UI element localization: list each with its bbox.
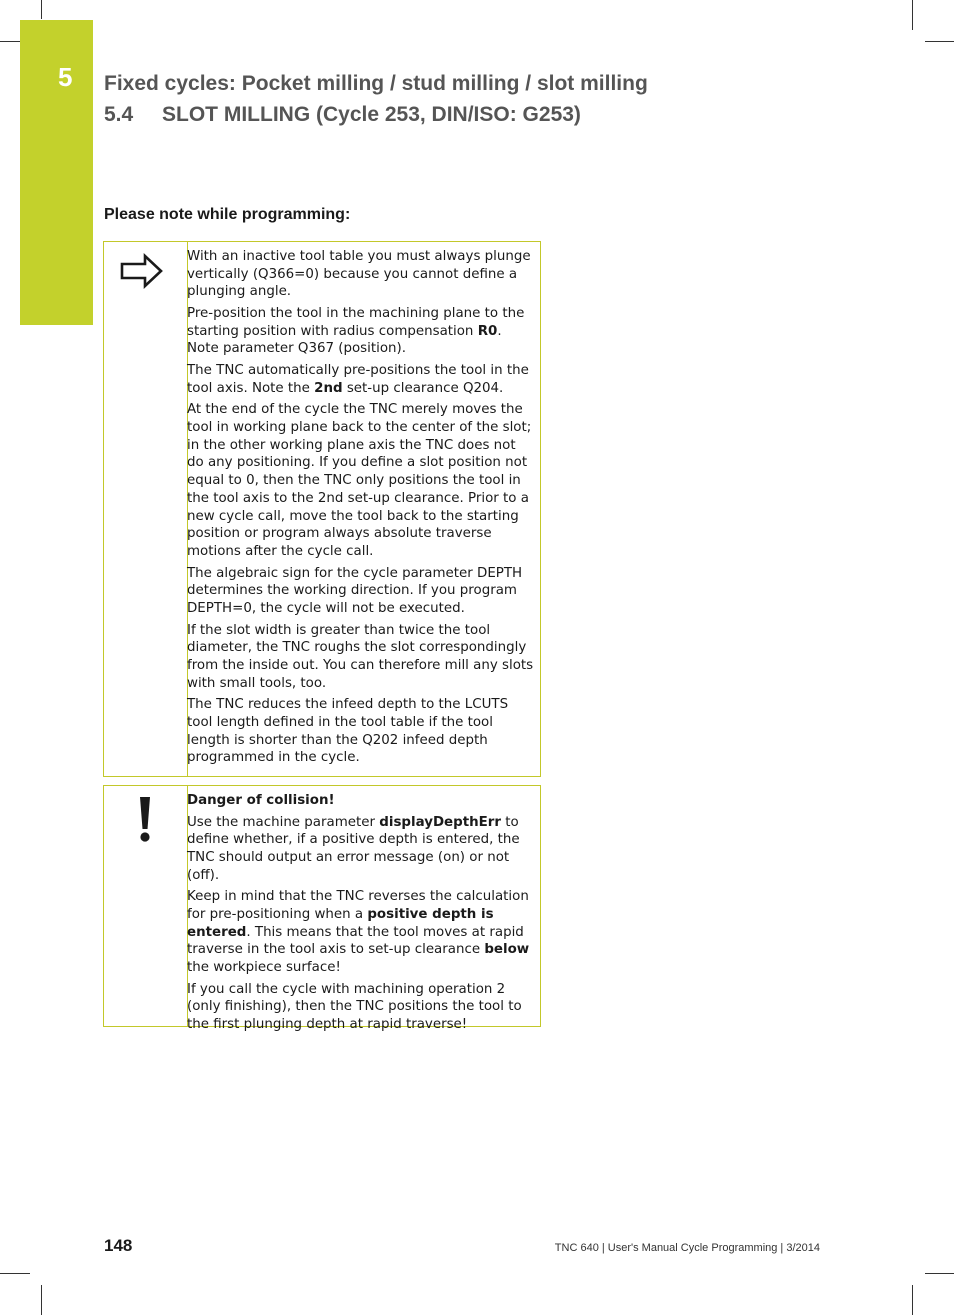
text-run: . Note parameter Q367 (position). [187,323,502,357]
text-run: to define whether, if a positive depth is entered, the TNC should output an error message (on) or not (off). [187,814,520,883]
crop-mark [925,1273,954,1274]
text-run: . This means that the tool moves at rapid traverse in the tool axis to set-up clearance [187,924,524,958]
crop-mark [41,1285,42,1315]
crop-mark [912,0,913,30]
bold-term: R0 [477,323,498,339]
warning-icon-column [104,786,188,1026]
bold-term: positive depth is entered [187,907,494,940]
text-run: Pre-position the tool in the machining plane to the starting position with radius compensation [187,306,525,339]
chapter-title: Fixed cycles: Pocket milling / stud milling / slot milling [104,72,648,95]
crop-mark [0,1273,30,1274]
crop-mark [925,41,954,42]
note-paragraph: The algebraic sign for the cycle parameter DEPTH determines the working direction. If you program DEPTH=0, the cycle will not be executed. [187,565,523,616]
crop-mark [912,1285,913,1315]
warning-heading-text: Danger of collision! [187,793,335,808]
chapter-tab [20,20,93,325]
note-content [187,248,535,771]
crop-mark [41,0,42,19]
exclamation-icon [137,797,153,843]
text-run: the workpiece surface! [187,960,341,976]
warning-content [187,792,535,1038]
bold-term: 2nd [314,380,343,396]
warning-paragraph: If you call the cycle with machining operation 2 (only finishing), then the TNC positions the tool to the first plunging depth at rapid traverse! [187,981,522,1033]
section-title: SLOT MILLING (Cycle 253, DIN/ISO: G253) [162,103,581,126]
note-box [103,241,541,777]
text-run: Use the machine parameter [187,814,380,830]
section-title-line [104,103,581,127]
bold-term: below [484,942,530,958]
bold-term: displayDepthErr [379,814,502,830]
note-paragraph [187,305,535,358]
note-paragraph: The TNC reduces the infeed depth to the LCUTS tool length defined in the tool table if the tool length is shorter than the Q202 infeed depth programmed in the cycle. [187,697,509,766]
note-paragraph [187,362,535,397]
warning-box [103,785,541,1033]
text-run: set-up clearance Q204. [342,380,504,396]
warning-paragraph [187,888,535,977]
text-run: The TNC automatically pre-positions the tool in the tool axis. Note the [187,363,529,396]
note-icon-column [104,242,188,776]
arrow-right-icon [120,253,166,289]
chapter-number: 5 [58,62,73,92]
text-run: Keep in mind that the TNC reverses the calculation for pre-positioning when a [187,889,529,922]
section-number: 5.4 [104,103,134,126]
note-paragraph: With an inactive tool table you must always plunge vertically (Q366=0) because you cannot define a plunging angle. [187,249,531,300]
warning-heading [187,792,535,810]
note-paragraph: If the slot width is greater than twice the tool diameter, the TNC roughs the slot correspondingly from the inside out. You can therefore mill any slots with small tools, too. [187,622,534,691]
subheading: Please note while programming: [104,206,351,223]
crop-mark [0,41,22,42]
footer-text: TNC 640 | User's Manual Cycle Programming | 3/2014 [554,1242,820,1254]
page-number: 148 [104,1236,133,1255]
warning-paragraph [187,814,535,885]
note-paragraph: At the end of the cycle the TNC merely moves the tool in working plane back to the center of the slot; in the other working plane axis the TNC does not do any positioning. If you define a slot position not equal to 0, then the TNC only positions the tool in the tool axis to the 2nd set-up clearance. Prior to a new cycle call, move the tool back to the starting position or program always absolute traverse motions after the cycle call. [187,402,532,559]
